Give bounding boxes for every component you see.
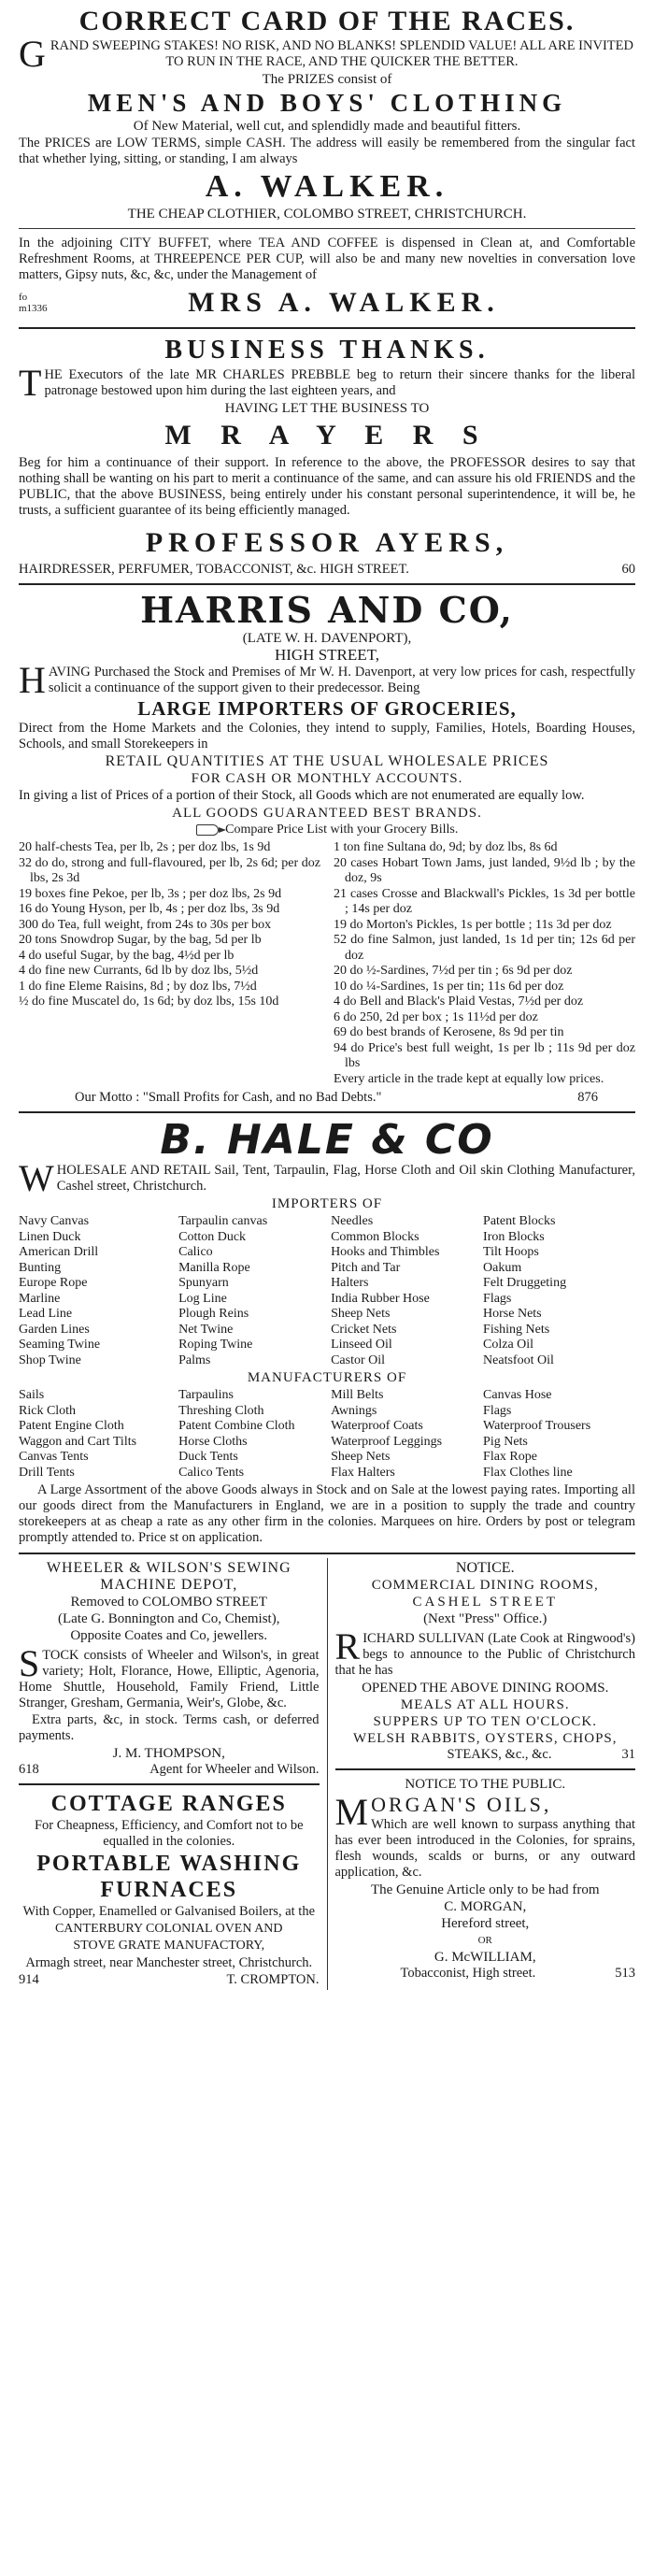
table-cell: Cotton Duck [178,1229,247,1244]
wheeler-title1: WHEELER & WILSON'S SEWING [46,1560,291,1576]
buffet-side: In the [19,236,54,250]
wheeler-removed: Removed to COLOMBO STREET [70,1595,267,1610]
wheeler-late: (Late G. Bonnington and Co, Chemist), [58,1611,280,1626]
hale-assortment: A Large Assortment of the above Goods always in Stock and on Sale at the lowest paying rates. Importing all our goods direct from the Manufacturers in England, we are in a position to supply the trade and country storekeepers at as cheap a rate as any other firm in the colonies. Marquees on hire. Orders by post or telegram promptly attended to. Price st on application. [19,1482,635,1545]
notice2-or: OR [477,1935,492,1946]
wheeler-opposite: Opposite Coates and Co, jewellers. [70,1628,268,1643]
list-item: 1 do fine Eleme Raisins, 8d ; by doz lbs, 7½d [19,979,257,994]
wheeler-extra: Extra parts, &c, in stock. Terms cash, or deferred payments. [19,1712,320,1743]
wheeler-title2: MACHINE DEPOT, [100,1577,238,1593]
newspaper-page [9,0,645,1990]
cottage-title: COTTAGE RANGES [50,1792,287,1816]
list-item: 300 do Tea, full weight, from 24s to 30s per box [19,917,272,932]
pointing-hand-icon [196,824,219,836]
harris-code: 876 [577,1090,598,1105]
table-cell: Hooks and Thimbles [331,1245,440,1259]
importers-table [19,1214,635,1368]
material-line: Of New Material, well cut, and splendidly made and beautiful fitters. [133,119,521,134]
table-cell: Waggon and Cart Tilts [19,1434,137,1449]
table-cell: Tarpaulin canvas [178,1214,268,1228]
list-item: 21 cases Crosse and Blackwall's Pickles, 1s 3d per bottle ; 14s per doz [334,886,635,916]
hale-advertisement [19,1117,635,1549]
dropcap-r: R [334,1625,361,1667]
table-cell: Drill Tents [19,1465,75,1480]
notice1-steaks: STEAKS, &c., &c. [447,1747,552,1762]
importers-label: IMPORTERS OF [271,1196,383,1211]
table-cell: Flax Rope [483,1450,537,1464]
table-cell: Lead Line [19,1307,73,1321]
table-cell: Net Twine [178,1322,234,1337]
table-cell: Sheep Nets [331,1307,391,1321]
harris-advertisement [19,589,635,1108]
card-title: CORRECT CARD OF THE RACES. [78,6,576,36]
list-item: 20 do ½-Sardines, 7½d per tin ; 6s 9d per doz [334,964,573,978]
table-cell: Threshing Cloth [178,1403,264,1418]
cottage-para: For Cheapness, Efficiency, and Comfort not to be equalled in the colonies. [34,1818,304,1849]
dropcap-t: T [19,362,42,404]
wheeler-code: 618 [19,1762,39,1777]
cottage-with: With Copper, Enamelled or Galvanised Boilers, at the [22,1904,315,1919]
table-cell: Navy Canvas [19,1214,90,1228]
manufacturers-label: MANUFACTURERS OF [247,1370,407,1385]
list-item: ½ do fine Muscatel do, 1s 6d; by doz lbs, 15s 10d [19,995,279,1009]
table-cell: Flags [483,1403,512,1418]
list-item: 16 do Young Hyson, per lb, 4s ; per doz lbs, 3s 9d [19,902,280,916]
harris-price-list-right [334,840,635,1087]
buffet-code-b: m1336 [19,303,48,314]
list-item: 6 do 250, 2d per box ; 1s 11½d per doz [334,1009,538,1024]
table-cell: Flax Clothes line [483,1465,573,1480]
table-cell: Flags [483,1291,512,1306]
list-item: 52 do fine Salmon, just landed, 1s 1d per tin; 12s 6d per doz [334,933,635,963]
dining-rooms-notice [335,1558,636,1765]
notice2-oils-head: ORGAN'S OILS, [371,1793,552,1816]
table-cell: Rick Cloth [19,1403,77,1418]
bottom-columns [19,1558,635,1990]
harris-name: HARRIS AND CO, [140,589,514,631]
dropcap-w: W [19,1157,54,1199]
oils-notice [335,1774,636,1983]
harris-cash: FOR CASH OR MONTHLY ACCOUNTS. [191,771,463,786]
thanks-para2: Beg for him a continuance of their support. In reference to the above, the PROFESSOR desires to say that nothing shall be wanting on his part to merit a continuance of the same, and can assure his old FRIENDS and the PUBLIC, that the above BUSINESS, being entirely under his constant personal superintendence, it will be, he trusts, a sufficient guarantee of its being efficiently managed. [19,455,635,518]
notice1-para: ICHARD SULLIVAN (Late Cook at Ringwood's) begs to announce to the Public of Christchurch that he has [334,1631,635,1678]
thanks-para1: HE Executors of the late MR CHARLES PREBBLE beg to return their sincere thanks for the liberal patronage bestowed upon him during the last eighteen years, and [44,367,635,398]
harris-giving: In giving a list of Prices of a portion of their Stock, all Goods which are not enumerated are equally low. [19,788,585,803]
walker-name: A. WALKER. [205,169,449,204]
notice2-para: Which are well known to surpass anything that has ever been introduced in the Colonies, for sprains, flesh wounds, scalds or burns, or any outward application, &c. [334,1817,635,1880]
notice2-title: NOTICE TO THE PUBLIC. [405,1777,566,1792]
harris-retail: RETAIL QUANTITIES AT THE USUAL WHOLESALE PRICES [105,753,549,769]
having-line: HAVING LET THE BUSINESS TO [224,401,430,416]
wheeler-advertisement [19,1558,320,1780]
clothing-headline: MEN'S AND BOYS' CLOTHING [87,89,567,117]
list-item: 19 do Morton's Pickles, 1s per bottle ; 11s 3d per doz [334,917,612,932]
notice2-morgan: C. MORGAN, [444,1899,527,1914]
table-cell: Needles [331,1214,374,1228]
notice1-rooms: COMMERCIAL DINING ROOMS, [371,1578,599,1593]
list-item: 20 cases Hobart Town Jams, just landed, 9½d lb ; by the doz, 9s [334,855,635,885]
list-item: 4 do Bell and Black's Plaid Vestas, 7½d per doz [334,995,584,1009]
list-item: Every article in the trade kept at equally low prices. [334,1071,604,1086]
dropcap-s: S [19,1642,40,1684]
list-item: 20 tons Snowdrop Sugar, by the bag, 5d per lb [19,933,262,947]
table-cell: Cricket Nets [331,1322,397,1337]
table-cell: Canvas Hose [483,1388,552,1402]
table-cell: Flax Halters [331,1465,395,1480]
list-item: 4 do fine new Currants, 6d lb by doz lbs, 5½d [19,964,259,978]
cottage-ranges-advertisement [19,1789,320,1990]
notice1-code: 31 [621,1747,635,1762]
table-cell: Palms [178,1352,211,1367]
table-cell: Tarpaulins [178,1388,235,1402]
table-cell: India Rubber Hose [331,1291,430,1306]
table-cell: Bunting [19,1260,62,1275]
table-cell: Roping Twine [178,1338,253,1352]
notice2-tobacconist: Tobacconist, High street. [400,1966,536,1981]
notice1-opened: OPENED THE ABOVE DINING ROOMS. [362,1681,609,1696]
table-cell: Tilt Hoops [483,1245,539,1259]
table-cell: Log Line [178,1291,227,1306]
walker-address: THE CHEAP CLOTHIER, COLOMBO STREET, CHRISTCHURCH. [127,207,527,222]
table-cell: Patent Combine Cloth [178,1419,295,1433]
notice1-suppers: SUPPERS UP TO TEN O'CLOCK. [373,1714,597,1729]
card-intro: RAND SWEEPING STAKES! NO RISK, AND NO BLANKS! SPLENDID VALUE! ALL ARE INVITED TO RUN IN THE RACE, AND THE QUICKER THE BETTER. [50,38,633,69]
table-cell: Pitch and Tar [331,1260,401,1275]
notice1-title: NOTICE. [455,1560,515,1576]
notice2-hereford: Hereford street, [441,1916,530,1931]
table-cell: Horse Cloths [178,1434,248,1449]
table-cell: Spunyarn [178,1276,229,1290]
table-cell: Waterproof Trousers [483,1419,591,1433]
cottage-code: 914 [19,1972,39,1987]
table-cell: Duck Tents [178,1450,238,1464]
list-item: 10 do ¼-Sardines, 1s per tin; 11s 6d per doz [334,979,564,994]
notice1-next: (Next "Press" Office.) [423,1611,547,1626]
business-thanks-advertisement [19,333,635,580]
left-column [19,1558,328,1990]
table-cell: Felt Druggeting [483,1276,567,1290]
cottage-address: Armagh street, near Manchester street, Christchurch. [25,1955,313,1970]
table-cell: Awnings [331,1403,377,1418]
list-item: 94 do Price's best full weight, 1s per lb ; 11s 9d per doz lbs [334,1040,635,1070]
table-cell: Linen Duck [19,1229,81,1244]
mr-ayers-name: M R A Y E R S [164,420,490,451]
list-item: 69 do best brands of Kerosene, 8s 9d per tin [334,1025,564,1039]
terms-text: The PRICES are LOW TERMS, simple CASH. The address will easily be remembered from the singular fact that whether lying, sitting, or standing, I am always [19,136,635,166]
thanks-title: BUSINESS THANKS. [164,336,490,365]
right-column [328,1558,636,1990]
wheeler-person: J. M. THOMPSON, [112,1746,225,1761]
table-cell: Pig Nets [483,1434,528,1449]
harris-motto: Our Motto : "Small Profits for Cash, and no Bad Debts." [75,1090,382,1105]
list-item: 20 half-chests Tea, per lb, 2s ; per doz lbs, 1s 9d [19,840,271,854]
table-cell: Shop Twine [19,1352,81,1367]
notice1-street: CASHEL STREET [412,1595,559,1610]
professor-ayers-name: PROFESSOR AYERS, [145,527,509,558]
wheeler-agent: Agent for Wheeler and Wilson. [149,1762,320,1777]
table-cell: Waterproof Leggings [331,1434,443,1449]
table-cell: Iron Blocks [483,1229,545,1244]
dropcap-g: G [19,33,46,75]
table-cell: Common Blocks [331,1229,419,1244]
harris-para: AVING Purchased the Stock and Premises of Mr W. H. Davenport, at very low prices for cash, respectfully solicit a continuance of the support given to their predecessor. Being [48,665,635,695]
mrs-walker-name: MRS A. WALKER. [188,287,500,318]
table-cell: Patent Engine Cloth [19,1419,124,1433]
table-cell: Oakum [483,1260,522,1275]
notice2-code: 513 [615,1966,635,1981]
furnaces: FURNACES [100,1878,238,1902]
table-cell: Seaming Twine [19,1338,101,1352]
table-cell: Patent Blocks [483,1214,556,1228]
harris-late: (LATE W. H. DAVENPORT), [242,631,412,646]
ayers-code: 60 [621,562,635,577]
table-cell: Europe Rope [19,1276,88,1290]
table-cell: Sheep Nets [331,1450,391,1464]
notice2-genuine: The Genuine Article only to be had from [370,1882,600,1897]
hale-name: B. HALE & CO [160,1116,494,1164]
buffet-advertisement [19,233,635,323]
table-cell: Plough Reins [178,1307,249,1321]
cottage-stove: STOVE GRATE MANUFACTORY, [73,1939,265,1953]
table-cell: Calico Tents [178,1465,245,1480]
table-cell: Mill Belts [331,1388,384,1402]
table-cell: American Drill [19,1245,99,1259]
walker-advertisement [19,4,635,224]
table-cell: Manilla Rope [178,1260,250,1275]
table-cell: Halters [331,1276,369,1290]
notice2-mcwilliam: G. McWILLIAM, [434,1950,536,1965]
harris-compare: Compare Price List with your Grocery Bills. [225,823,459,837]
dropcap-m: M [334,1791,369,1833]
table-cell: Canvas Tents [19,1450,89,1464]
notice1-welsh: WELSH RABBITS, OYSTERS, CHOPS, [352,1731,618,1746]
wheeler-stock: TOCK consists of Wheeler and Wilson's, in great variety; Holt, Florance, Howe, Elliptic, Agenoria, Home Shuttle, Household, Family Friend, Little Stranger, Gresham, Germania, Weir's, Globe, &c. [19,1648,320,1710]
cottage-canterbury: CANTERBURY COLONIAL OVEN AND [54,1922,283,1936]
hale-intro: HOLESALE AND RETAIL Sail, Tent, Tarpaulin, Flag, Horse Cloth and Oil skin Clothing Manufacturer, Cashel street, Christchurch. [56,1163,635,1194]
table-cell: Colza Oil [483,1338,534,1352]
table-cell: Calico [178,1245,213,1259]
list-item: 19 boxes fine Pekoe, per lb, 3s ; per doz lbs, 2s 9d [19,886,282,901]
table-cell: Horse Nets [483,1307,542,1321]
list-item: 32 do do, strong and full-flavoured, per lb, 2s 6d; per doz lbs, 2s 3d [19,855,320,885]
harris-importers: LARGE IMPORTERS OF GROCERIES, [137,697,517,720]
portable-washing: PORTABLE WASHING [36,1852,302,1876]
table-cell: Neatsfoot Oil [483,1352,554,1367]
ayers-trade: HAIRDRESSER, PERFUMER, TOBACCONIST, &c. HIGH STREET. [19,562,409,577]
harris-guarantee: ALL GOODS GUARANTEED BEST BRANDS. [172,806,482,821]
table-cell: Fishing Nets [483,1322,550,1337]
harris-direct: Direct from the Home Markets and the Colonies, they intend to supply, Families, Hotels, Boarding Houses, Schools, and small Storekeepers in [19,721,635,751]
harris-price-list-left [19,840,320,1087]
table-cell: Castor Oil [331,1352,386,1367]
table-cell: Marline [19,1291,61,1306]
table-cell: Linseed Oil [331,1338,392,1352]
buffet-text: adjoining CITY BUFFET, where TEA AND COFFEE is dispensed in Clean at, and Comfortable Refreshment Rooms, at THREEPENCE PER CUP, will also be and many new novelties in conversation love matters, Gipsy nuts, &c, &c, under the Management of [19,236,636,282]
list-item: 4 do useful Sugar, by the bag, 4½d per lb [19,948,235,963]
harris-street: HIGH STREET, [274,646,380,664]
buffet-code-a: fo [19,292,28,303]
list-item: 1 ton fine Sultana do, 9d; by doz lbs, 8s 6d [334,840,558,854]
table-cell: Waterproof Coats [331,1419,423,1433]
table-cell: Sails [19,1388,45,1402]
manufacturers-table [19,1388,635,1481]
table-cell: Garden Lines [19,1322,90,1337]
dropcap-h: H [19,659,46,701]
prizes-line: The PRIZES consist of [262,72,392,87]
notice1-meals: MEALS AT ALL HOURS. [400,1697,570,1712]
cottage-person: T. CROMPTON. [226,1972,320,1987]
